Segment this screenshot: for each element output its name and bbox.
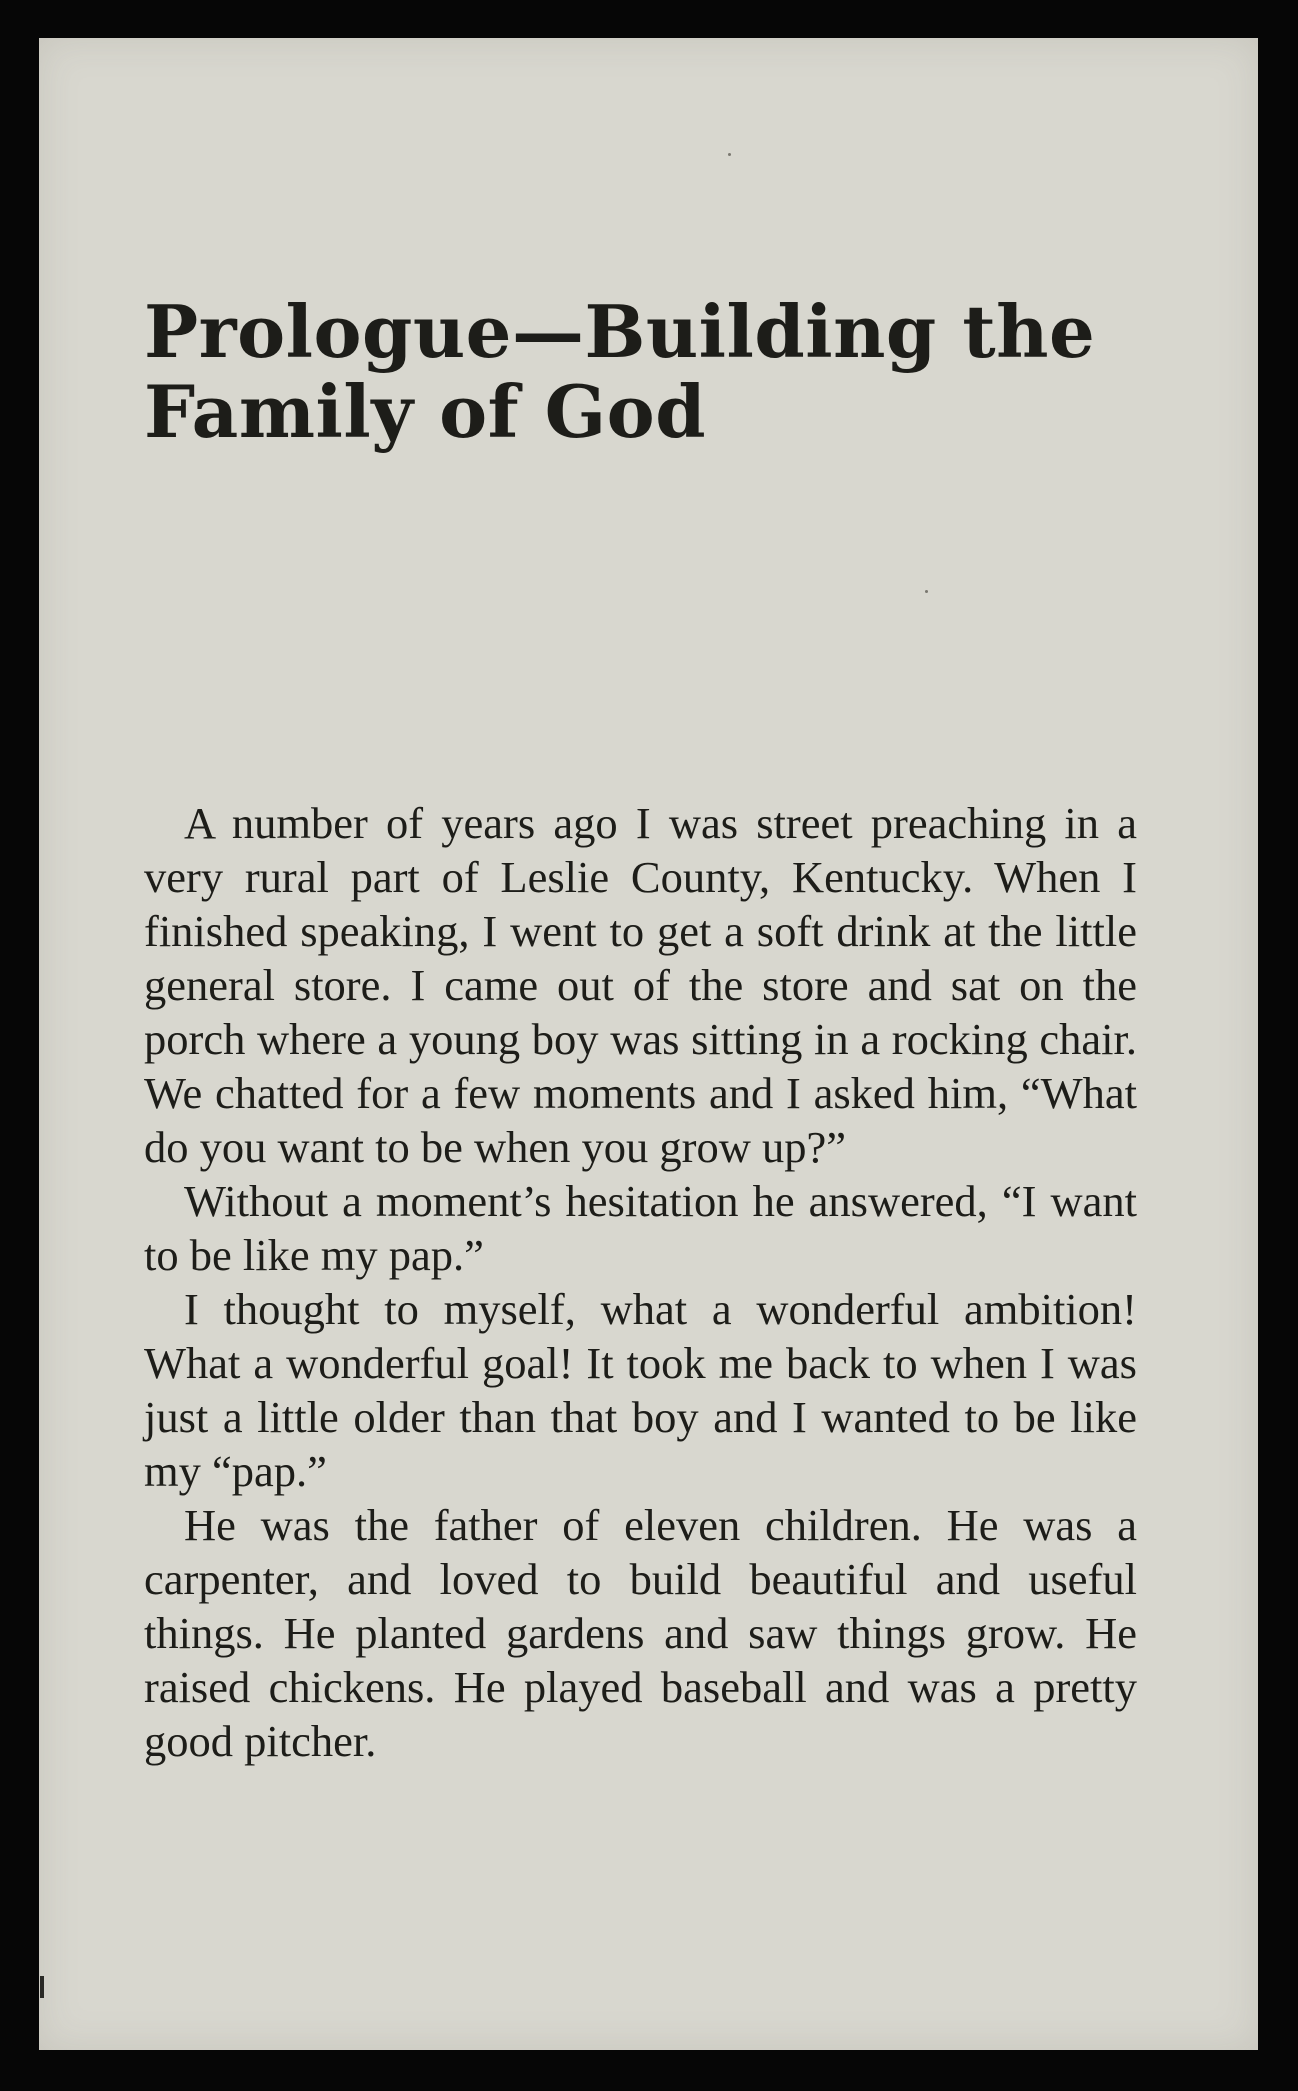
- paper-speck: [728, 153, 731, 156]
- paragraph: A number of years ago I was street preaching in a very rural part of Leslie County, Kentucky. When I finished speaking, I went to get a soft drink at the little general store. I came out of the store and sat on the porch where a young boy was sitting in a rocking chair. We chatted for a few moments and I asked him, “What do you want to be when you grow up?”: [144, 798, 1137, 1172]
- chapter-title-line-2: Family of God: [144, 369, 707, 454]
- chapter-title: [144, 289, 1096, 454]
- paragraph: He was the father of eleven children. He was a carpenter, and loved to build beautiful and useful things. He planted gardens and saw things grow. He raised chickens. He played baseball and was a pretty good pitcher.: [144, 1500, 1137, 1766]
- paragraph: Without a moment’s hesitation he answered, “I want to be like my pap.”: [144, 1176, 1137, 1280]
- chapter-body: [144, 796, 1137, 1768]
- paper-speck: [925, 590, 928, 593]
- paragraph: I thought to myself, what a wonderful ambition! What a wonderful goal! It took me back to when I was just a little older than that boy and I wanted to be like my “pap.”: [144, 1284, 1137, 1496]
- chapter-title-line-1: Prologue—Building the: [144, 289, 1096, 374]
- binding-edge-mark: [40, 1976, 44, 1998]
